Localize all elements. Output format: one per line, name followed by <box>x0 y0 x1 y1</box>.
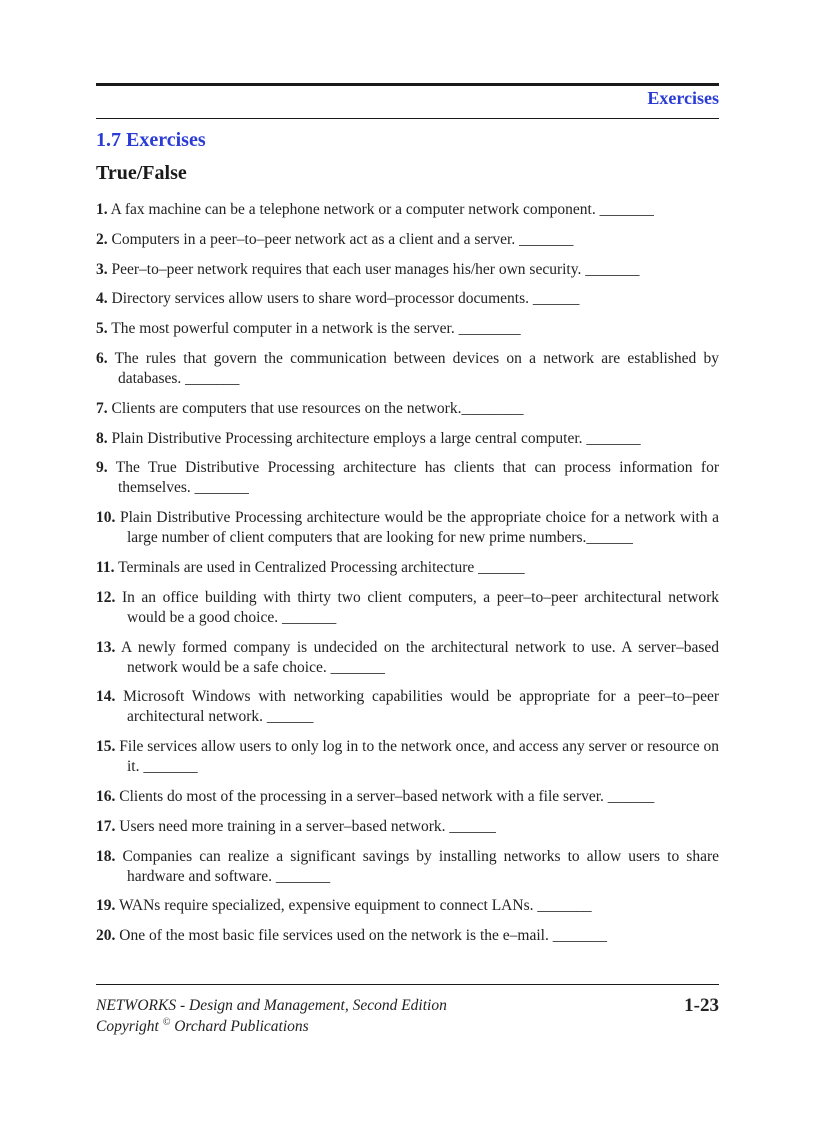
section-title: 1.7 Exercises <box>96 129 206 151</box>
question-number: 8. <box>96 429 108 447</box>
question-number: 18. <box>96 847 116 865</box>
question-item <box>96 429 719 449</box>
question-item <box>96 558 719 578</box>
question-text: WANs require specialized, expensive equipment to connect LANs. _______ <box>118 897 592 915</box>
question-number: 12. <box>96 588 116 606</box>
question-item <box>96 289 719 309</box>
question-item <box>96 817 719 837</box>
footer-copyright <box>96 1017 309 1036</box>
question-text: In an office building with thirty two client computers, a peer–to–peer architectural network would be a good choice. _______ <box>121 588 720 626</box>
question-item <box>96 458 719 498</box>
question-item <box>96 638 719 678</box>
question-item <box>96 349 719 389</box>
question-item <box>96 896 719 916</box>
question-number: 20. <box>96 927 116 945</box>
question-item <box>96 230 719 250</box>
question-item <box>96 399 719 419</box>
question-number: 10. <box>96 509 116 527</box>
subsection-title: True/False <box>96 162 187 184</box>
question-item <box>96 588 719 628</box>
footer-book-title: NETWORKS - Design and Management, Second Edition <box>96 997 447 1014</box>
question-number: 1. <box>96 201 108 218</box>
question-number: 3. <box>96 260 108 278</box>
question-list <box>96 200 719 956</box>
question-item <box>96 200 719 220</box>
question-item <box>96 926 719 946</box>
question-text: Computers in a peer–to–peer network act as a client and a server. _______ <box>111 230 574 248</box>
question-number: 4. <box>96 290 108 308</box>
question-text: A newly formed company is undecided on the architectural network to use. A server–based network would be a safe choice. _______ <box>121 638 719 676</box>
question-text: Peer–to–peer network requires that each user manages his/her own security. _______ <box>111 260 640 278</box>
question-number: 15. <box>96 738 116 756</box>
publisher-name: Orchard Publications <box>174 1018 309 1036</box>
question-text: Clients do most of the processing in a server–based network with a file server. ______ <box>119 787 655 805</box>
question-item <box>96 687 719 727</box>
header-rule-bottom <box>96 118 719 119</box>
question-text: The most powerful computer in a network is the server. ________ <box>111 320 521 338</box>
copyright-label: Copyright <box>96 1018 159 1036</box>
question-item <box>96 508 719 548</box>
question-text: File services allow users to only log in to the network once, and access any server or resource on it. _______ <box>119 738 719 776</box>
question-text: One of the most basic file services used on the network is the e–mail. _______ <box>119 927 607 945</box>
question-item <box>96 319 719 339</box>
question-number: 14. <box>96 688 116 706</box>
question-text: Microsoft Windows with networking capabilities would be appropriate for a peer–to–peer architectural network. ______ <box>123 688 720 726</box>
question-number: 17. <box>96 817 116 835</box>
question-text: Users need more training in a server–based network. ______ <box>119 817 496 835</box>
question-text: Terminals are used in Centralized Processing architecture ______ <box>118 558 525 576</box>
footer-rule <box>96 984 719 985</box>
question-number: 11. <box>96 558 115 576</box>
question-number: 5. <box>96 320 108 338</box>
question-number: 13. <box>96 638 116 656</box>
question-text: Directory services allow users to share word–processor documents. ______ <box>111 290 580 308</box>
question-text: Plain Distributive Processing architecture would be the appropriate choice for a network with a large number of client computers that are looking for new prime numbers.______ <box>119 509 720 547</box>
question-item <box>96 737 719 777</box>
question-text: A fax machine can be a telephone network or a computer network component. _______ <box>110 201 654 218</box>
question-item <box>96 260 719 280</box>
question-number: 9. <box>96 459 108 477</box>
copyright-symbol: © <box>162 1017 171 1028</box>
header-rule-top <box>96 83 719 86</box>
question-number: 6. <box>96 349 108 367</box>
question-text: The rules that govern the communication between devices on a network are established by databases. _______ <box>114 349 719 387</box>
question-item <box>96 847 719 887</box>
question-text: Clients are computers that use resources on the network.________ <box>111 399 524 417</box>
question-number: 16. <box>96 787 116 805</box>
running-header-title: Exercises <box>647 88 719 108</box>
question-number: 19. <box>96 897 116 915</box>
page-number: 1-23 <box>684 995 719 1016</box>
question-item <box>96 787 719 807</box>
question-text: The True Distributive Processing architecture has clients that can process information for themselves. _______ <box>115 459 719 497</box>
question-number: 7. <box>96 399 108 417</box>
question-number: 2. <box>96 230 108 248</box>
question-text: Companies can realize a significant savings by installing networks to allow users to share hardware and software. _______ <box>122 847 720 885</box>
question-text: Plain Distributive Processing architecture employs a large central computer. _______ <box>111 429 641 447</box>
